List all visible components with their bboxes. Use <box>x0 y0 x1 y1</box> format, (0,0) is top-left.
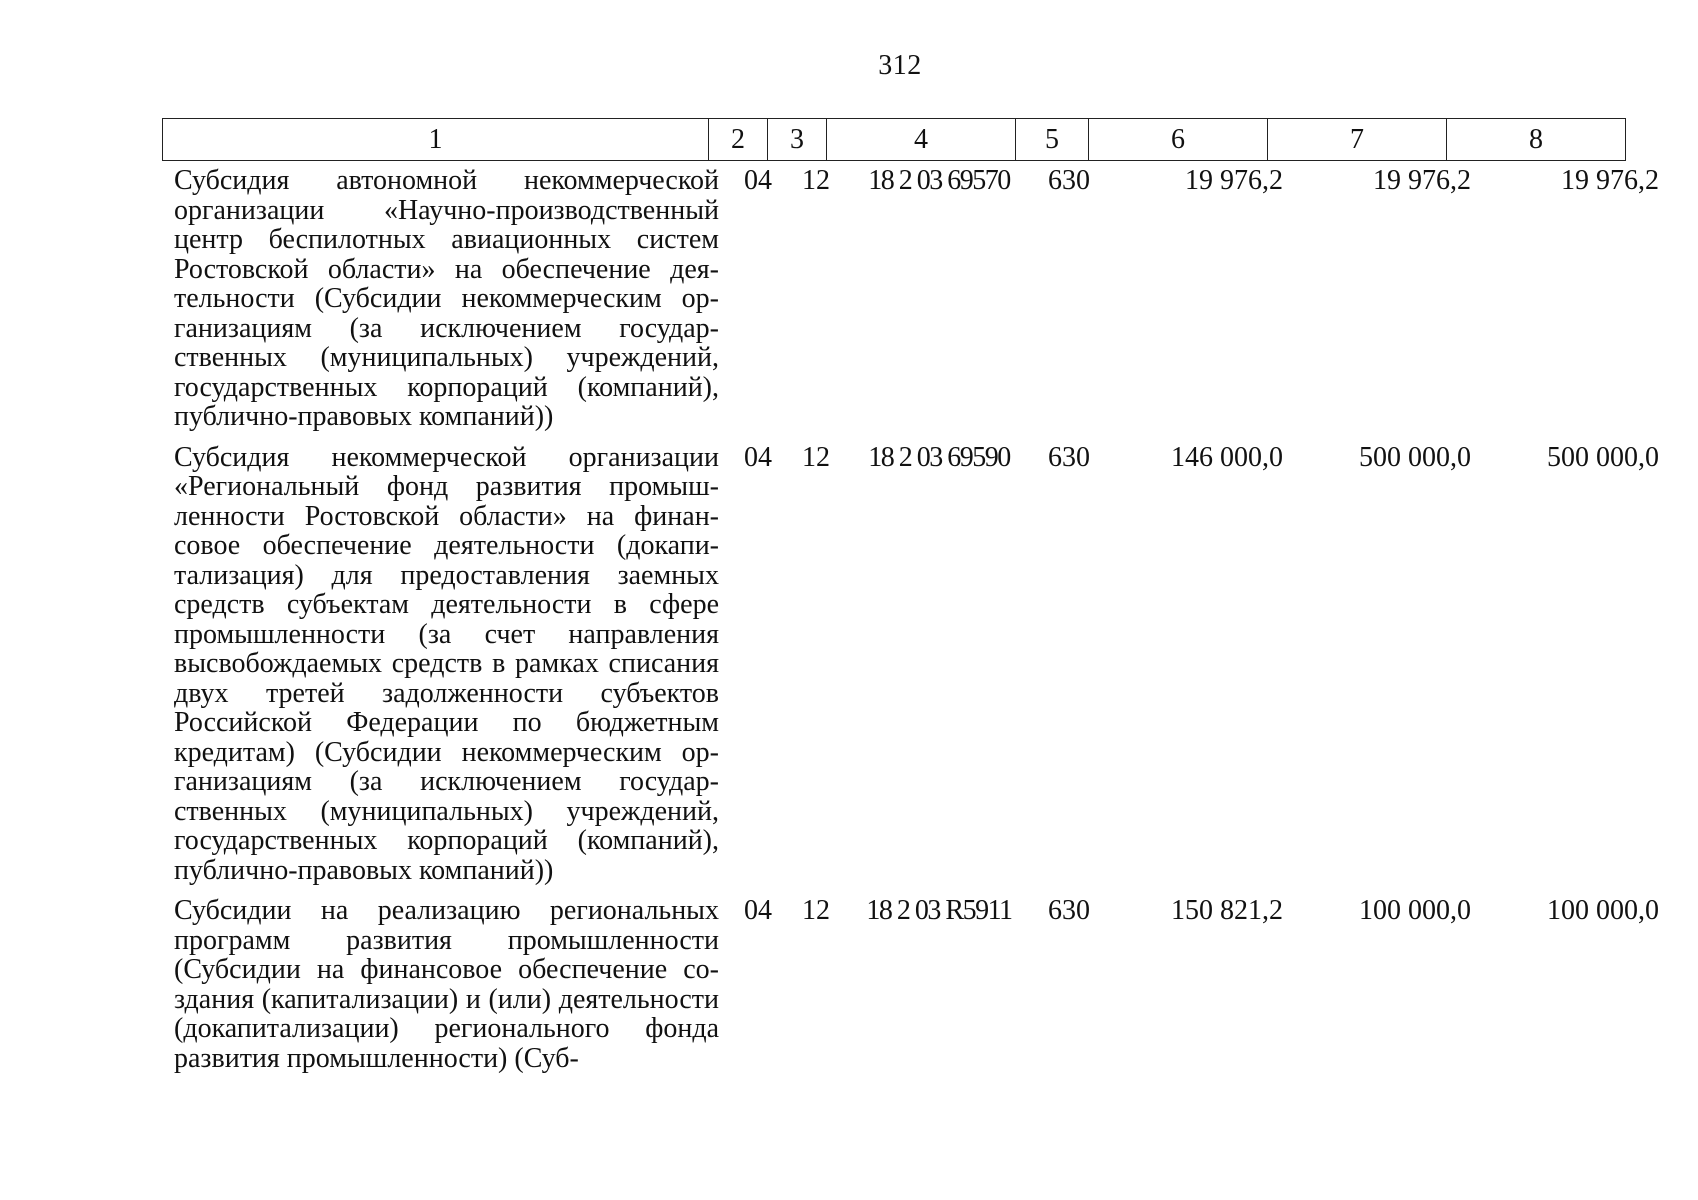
row-amount-3: 500 000,0 <box>1547 441 1659 473</box>
row-target-article: 18 2 03 R5911 <box>866 895 1012 926</box>
header-col-6: 6 <box>1089 119 1268 161</box>
row-amount-2: 500 000,0 <box>1359 441 1471 473</box>
row-subsection: 12 <box>802 895 830 926</box>
table-row <box>162 163 1669 440</box>
budget-table <box>162 163 1669 1081</box>
row-amount-3: 100 000,0 <box>1547 895 1659 926</box>
header-row <box>163 119 1626 161</box>
table-row <box>162 893 1669 1081</box>
row-amount-3: 19 976,2 <box>1561 165 1659 196</box>
row-description: Субсидия автономной некоммерческой организации «Научно-производственный центр беспилотных авиационных систем Ростовской области» на обеспечение деятельности (Субсидии некоммерческим организациям (за исключением государственных (муниципальных) учреждений, государственных корпораций (компаний), публично-правовых компаний)) <box>174 165 719 432</box>
row-target-article: 18 2 03 69570 <box>868 165 1010 196</box>
row-expense-type: 630 <box>1048 441 1090 473</box>
row-subsection: 12 <box>802 441 830 473</box>
row-section: 04 <box>744 441 772 473</box>
header-col-7: 7 <box>1268 119 1447 161</box>
header-col-1: 1 <box>163 119 709 161</box>
row-amount-1: 146 000,0 <box>1171 441 1283 473</box>
row-target-article: 18 2 03 69590 <box>868 441 1010 473</box>
header-col-3: 3 <box>768 119 827 161</box>
header-col-2: 2 <box>709 119 768 161</box>
row-section: 04 <box>744 895 772 926</box>
header-col-8: 8 <box>1447 119 1626 161</box>
row-subsection: 12 <box>802 165 830 196</box>
header-col-4: 4 <box>827 119 1016 161</box>
page-number: 312 <box>878 50 922 81</box>
row-expense-type: 630 <box>1048 895 1090 926</box>
row-expense-type: 630 <box>1048 165 1090 196</box>
header-col-5: 5 <box>1016 119 1089 161</box>
row-description: Субсидии на реализацию региональных программ развития промышленности (Субсидии на финансовое обеспечение создания (капитализации) и (или) деятельности (докапитализации) регионального фонда развития промышленности) (Суб- <box>174 895 719 1074</box>
table-header <box>162 118 1626 161</box>
row-amount-2: 19 976,2 <box>1373 165 1471 196</box>
row-description: Субсидия некоммерческой организации «Региональный фонд развития промышленности Ростовской области» на финансовое обеспечение деятельности (докапитализация) для предоставления заемных средств субъектам деятельности в сфере промышленности (за счет направления высвобождаемых средств в рамках списания двух третей задолженности субъектов Российской Федерации по бюджетным кредитам) (Субсидии некоммерческим организациям (за исключением государственных (муниципальных) учреждений, государственных корпораций (компаний), публично-правовых компаний)) <box>174 441 719 886</box>
row-amount-1: 19 976,2 <box>1185 165 1283 196</box>
row-amount-1: 150 821,2 <box>1171 895 1283 926</box>
row-section: 04 <box>744 165 772 196</box>
row-amount-2: 100 000,0 <box>1359 895 1471 926</box>
table-row <box>162 440 1669 894</box>
